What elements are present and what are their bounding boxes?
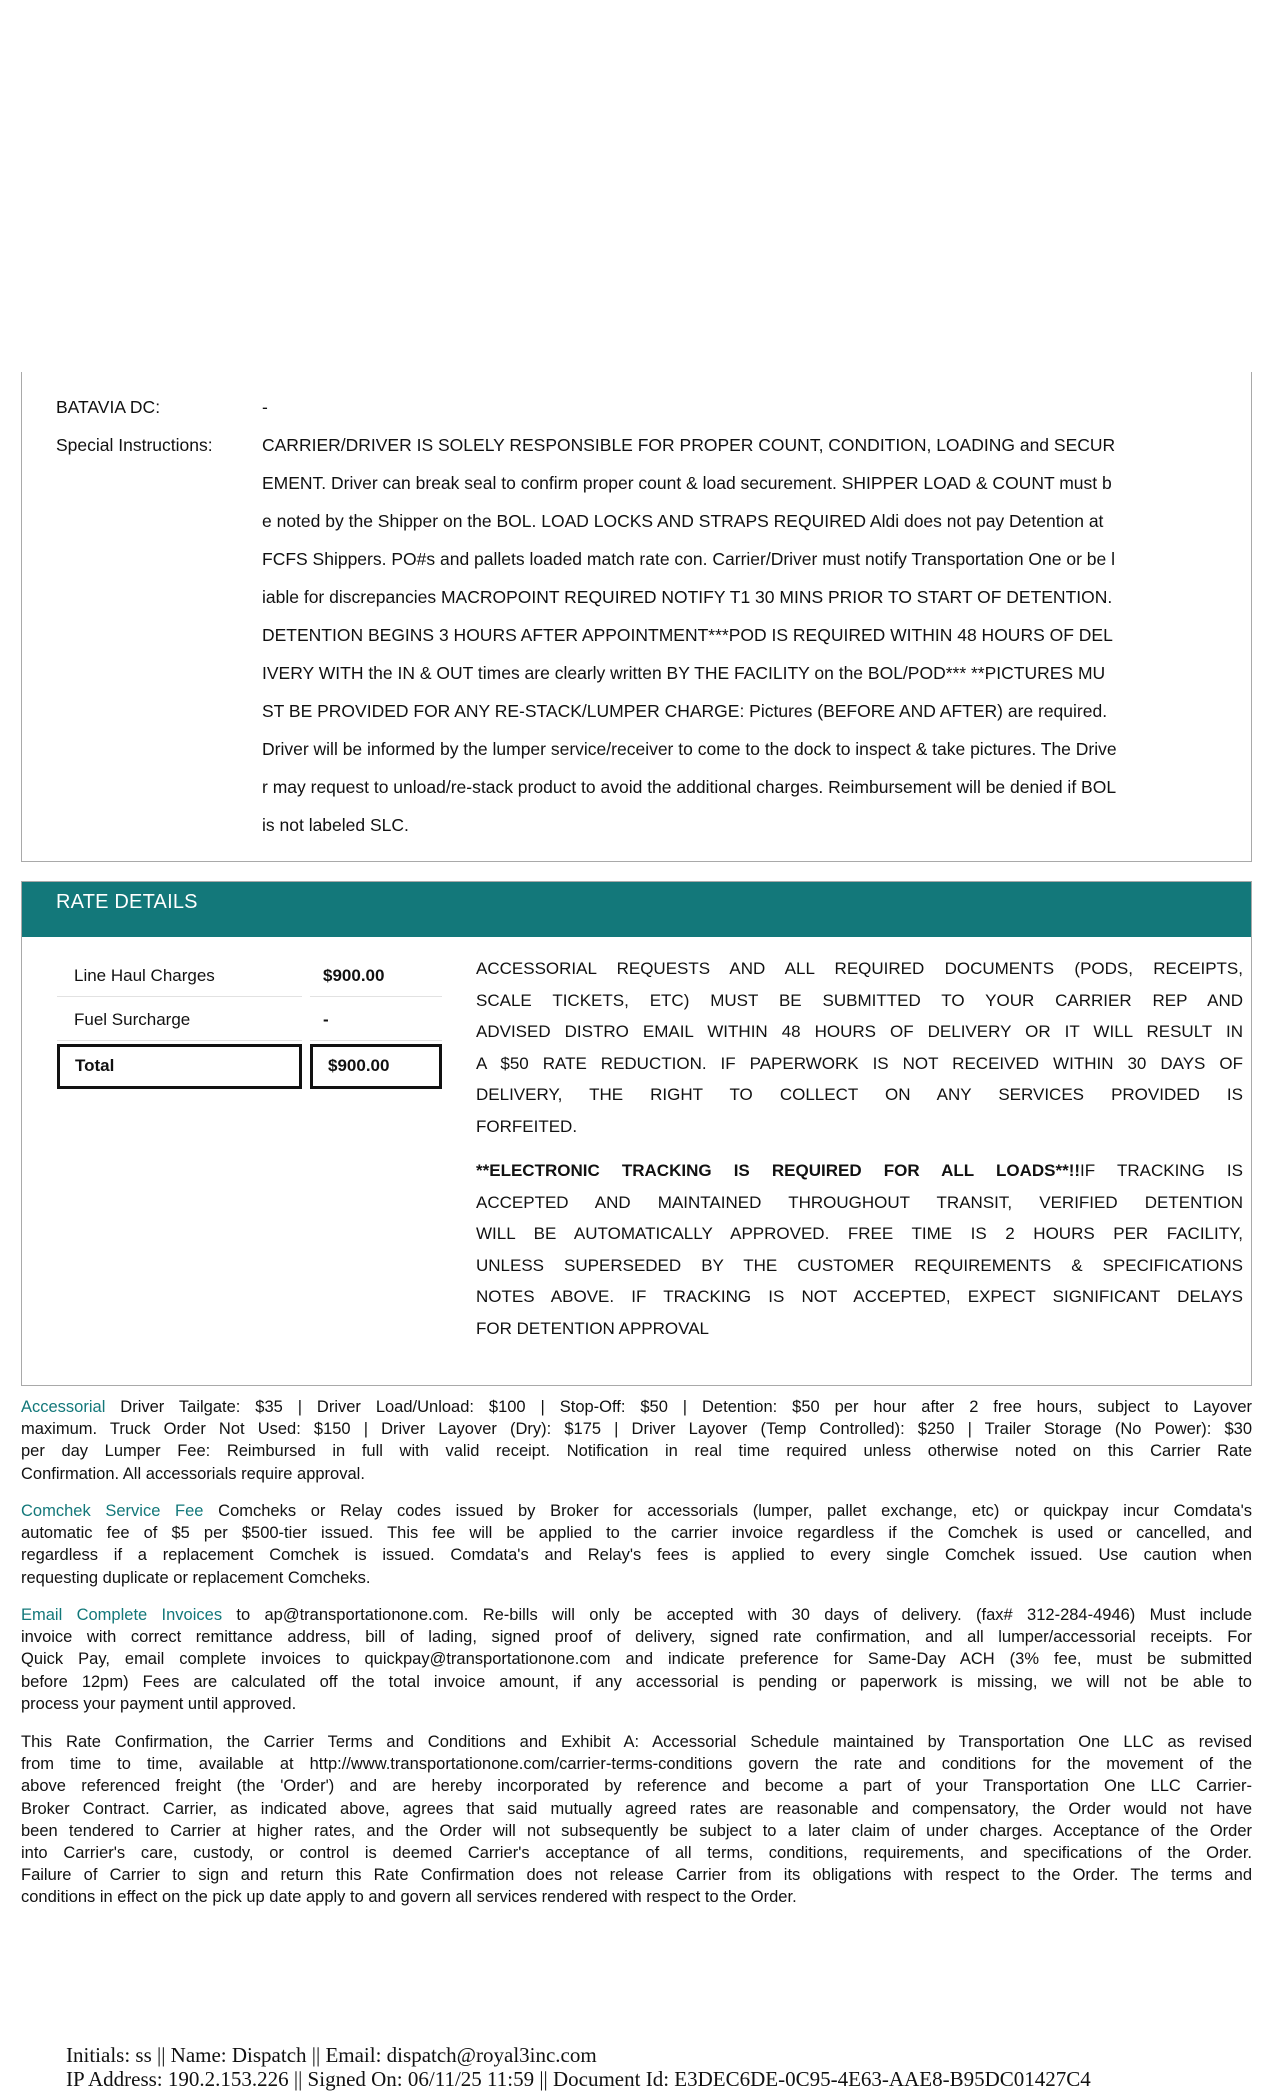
accessorial-paragraph bbox=[21, 1396, 1252, 1485]
charge-row-fuel-surcharge bbox=[57, 999, 442, 1041]
instruction-line: e noted by the Shipper on the BOL. LOAD LOCKS AND STRAPS REQUIRED Aldi does not pay Detention at bbox=[262, 511, 1104, 531]
batavia-label: BATAVIA DC: bbox=[56, 397, 161, 417]
tracking-line: ACCEPTED AND MAINTAINED THROUGHOUT TRANSIT, VERIFIED DETENTION bbox=[476, 1192, 1243, 1212]
terms-line: from time to time, available at http://www.transportationone.com/carrier-terms-conditions govern the rate and conditions for the movement of the bbox=[21, 1755, 1252, 1774]
accessorial-first-rest: Driver Tailgate: $35 | Driver Load/Unload: $100 | Stop-Off: $50 | Detention: $50 per hour after 2 free hours, subject to Layover bbox=[105, 1398, 1252, 1416]
invoices-line: process your payment until approved. bbox=[21, 1694, 297, 1713]
comchek-first-rest: Comcheks or Relay codes issued by Broker for accessorials (lumper, pallet exchange, etc) or quickpay incur Comdata's bbox=[203, 1502, 1253, 1520]
instruction-line: EMENT. Driver can break seal to confirm proper count & load securement. SHIPPER LOAD & COUNT must b bbox=[262, 473, 1112, 493]
signature-initials-line: Initials: ss || Name: Dispatch || Email: dispatch@royal3inc.com bbox=[66, 2043, 597, 2067]
charge-row-total bbox=[57, 1044, 442, 1086]
terms-line: Broker Contract. Carrier, as indicated above, agrees that said mutually agreed rates are reasonable and compensatory, the Order would not have bbox=[21, 1799, 1252, 1818]
accessorial-first-line bbox=[21, 1396, 1252, 1418]
total-value: $900.00 bbox=[310, 1044, 442, 1089]
signature-metadata-line: IP Address: 190.2.153.226 || Signed On: 06/11/25 11:59 || Document Id: E3DEC6DE-0C95-4E63-AAE8-B95DC01427C4 bbox=[66, 2067, 1091, 2091]
comchek-paragraph bbox=[21, 1500, 1252, 1589]
charge-label: Fuel Surcharge bbox=[57, 999, 302, 1041]
accessorial-line: maximum. Truck Order Not Used: $150 | Driver Layover (Dry): $175 | Driver Layover (Temp Controlled): $250 | Trailer Storage (No Power): $30 bbox=[21, 1420, 1252, 1439]
tracking-line: FOR DETENTION APPROVAL bbox=[476, 1318, 710, 1338]
rate-details-section bbox=[21, 881, 1252, 1386]
instructions-box bbox=[21, 372, 1252, 862]
invoices-paragraph bbox=[21, 1604, 1252, 1715]
tracking-notice bbox=[476, 1155, 1243, 1345]
invoices-first-line bbox=[21, 1604, 1252, 1626]
paperwork-line: SCALE TICKETS, ETC) MUST BE SUBMITTED TO YOUR CARRIER REP AND bbox=[476, 990, 1243, 1010]
tracking-first-rest: IF TRACKING IS bbox=[1080, 1161, 1243, 1180]
instruction-line: DETENTION BEGINS 3 HOURS AFTER APPOINTMENT***POD IS REQUIRED WITHIN 48 HOURS OF DEL bbox=[262, 625, 1113, 645]
terms-paragraph bbox=[21, 1731, 1252, 1909]
charge-label: Line Haul Charges bbox=[57, 955, 302, 997]
terms-line: This Rate Confirmation, the Carrier Terms and Conditions and Exhibit A: Accessorial Schedule maintained by Transportation One LLC as revised bbox=[21, 1733, 1252, 1751]
rate-details-title: RATE DETAILS bbox=[56, 891, 198, 913]
accessorial-line: Confirmation. All accessorials require approval. bbox=[21, 1464, 365, 1483]
instruction-line: is not labeled SLC. bbox=[262, 815, 409, 835]
paperwork-line: A $50 RATE REDUCTION. IF PAPERWORK IS NOT RECEIVED WITHIN 30 DAYS OF bbox=[476, 1053, 1243, 1073]
accessorial-line: per day Lumper Fee: Reimbursed in full with valid receipt. Notification in real time required unless otherwise noted on this Carrier Rate bbox=[21, 1442, 1252, 1461]
charge-value: $900.00 bbox=[310, 955, 442, 997]
comchek-line: requesting duplicate or replacement Comcheks. bbox=[21, 1568, 371, 1587]
instruction-line: FCFS Shippers. PO#s and pallets loaded match rate con. Carrier/Driver must notify Transportation One or be l bbox=[262, 549, 1116, 569]
paperwork-notice bbox=[476, 953, 1243, 1143]
batavia-value: - bbox=[262, 397, 268, 417]
tracking-bold-text: **ELECTRONIC TRACKING IS REQUIRED FOR ALL LOADS**!! bbox=[476, 1161, 1081, 1180]
invoices-line: invoice with correct remittance address, bill of lading, signed proof of delivery, signed rate confirmation, and all lumper/accessorial receipts. For bbox=[21, 1628, 1252, 1647]
rate-details-header bbox=[22, 882, 1251, 937]
terms-line: above referenced freight (the 'Order') and are hereby incorporated by reference and become a part of your Transportation One LLC Carrier- bbox=[21, 1777, 1252, 1796]
invoices-line: Quick Pay, email complete invoices to quickpay@transportationone.com and indicate preference for Same-Day ACH (3% fee, must be submitted bbox=[21, 1650, 1252, 1669]
comchek-first-line bbox=[21, 1500, 1252, 1522]
instruction-line: r may request to unload/re-stack product to avoid the additional charges. Reimbursement will be denied if BOL bbox=[262, 777, 1117, 797]
instruction-line: iable for discrepancies MACROPOINT REQUIRED NOTIFY T1 30 MINS PRIOR TO START OF DETENTION. bbox=[262, 587, 1113, 607]
charge-row-line-haul bbox=[57, 955, 442, 997]
terms-line: conditions in effect on the pick up date apply to and govern all services rendered with respect to the Order. bbox=[21, 1888, 797, 1907]
instruction-line: CARRIER/DRIVER IS SOLELY RESPONSIBLE FOR PROPER COUNT, CONDITION, LOADING and SECUR bbox=[262, 435, 1116, 455]
paperwork-line: ADVISED DISTRO EMAIL WITHIN 48 HOURS OF DELIVERY OR IT WILL RESULT IN bbox=[476, 1022, 1243, 1042]
paperwork-line: DELIVERY, THE RIGHT TO COLLECT ON ANY SERVICES PROVIDED IS bbox=[476, 1085, 1243, 1105]
invoices-title: Email Complete Invoices bbox=[21, 1606, 223, 1624]
total-label: Total bbox=[57, 1044, 302, 1089]
invoices-line: before 12pm) Fees are calculated off the total invoice amount, if any accessorial is pending or paperwork is missing, we will not be able to bbox=[21, 1672, 1252, 1691]
tracking-line: WILL BE AUTOMATICALLY APPROVED. FREE TIME IS 2 HOURS PER FACILITY, bbox=[476, 1224, 1243, 1244]
instruction-line: Driver will be informed by the lumper service/receiver to come to the dock to inspect & take pictures. The Drive bbox=[262, 739, 1117, 759]
tracking-first-line bbox=[476, 1155, 1243, 1187]
instruction-line: ST BE PROVIDED FOR ANY RE-STACK/LUMPER CHARGE: Pictures (BEFORE AND AFTER) are required. bbox=[262, 701, 1108, 721]
paperwork-line: ACCESSORIAL REQUESTS AND ALL REQUIRED DOCUMENTS (PODS, RECEIPTS, bbox=[476, 959, 1243, 978]
comchek-line: automatic fee of $5 per $500-tier issued. This fee will be applied to the carrier invoice regardless if the Comchek is used or cancelled, and bbox=[21, 1524, 1252, 1543]
instruction-line: IVERY WITH the IN & OUT times are clearly written BY THE FACILITY on the BOL/POD*** **PICTURES MU bbox=[262, 663, 1106, 683]
comchek-title: Comchek Service Fee bbox=[21, 1502, 204, 1520]
tracking-line: UNLESS SUPERSEDED BY THE CUSTOMER REQUIREMENTS & SPECIFICATIONS bbox=[476, 1255, 1243, 1275]
charge-value: - bbox=[310, 999, 442, 1041]
terms-line: into Carrier's care, custody, or control is deemed Carrier's acceptance of all terms, conditions, requirements, and specifications of the Order. bbox=[21, 1843, 1252, 1862]
tracking-line: NOTES ABOVE. IF TRACKING IS NOT ACCEPTED, EXPECT SIGNIFICANT DELAYS bbox=[476, 1287, 1243, 1307]
invoices-first-rest: to ap@transportationone.com. Re-bills will only be accepted with 30 days of delivery. (fax# 312-284-4946) Must include bbox=[222, 1606, 1253, 1624]
terms-line: been tendered to Carrier at higher rates, and the Order will not subsequently be subject to a later claim of under charges. Acceptance of the Order bbox=[21, 1821, 1252, 1840]
terms-line: Failure of Carrier to sign and return this Rate Confirmation does not release Carrier from its obligations with respect to the Order. The terms and bbox=[21, 1866, 1252, 1885]
special-instructions-label: Special Instructions: bbox=[56, 435, 213, 455]
comchek-line: regardless if a replacement Comchek is issued. Comdata's and Relay's fees is applied to every single Comchek issued. Use caution when bbox=[21, 1546, 1252, 1565]
accessorial-title: Accessorial bbox=[21, 1398, 106, 1416]
paperwork-line: FORFEITED. bbox=[476, 1116, 578, 1136]
